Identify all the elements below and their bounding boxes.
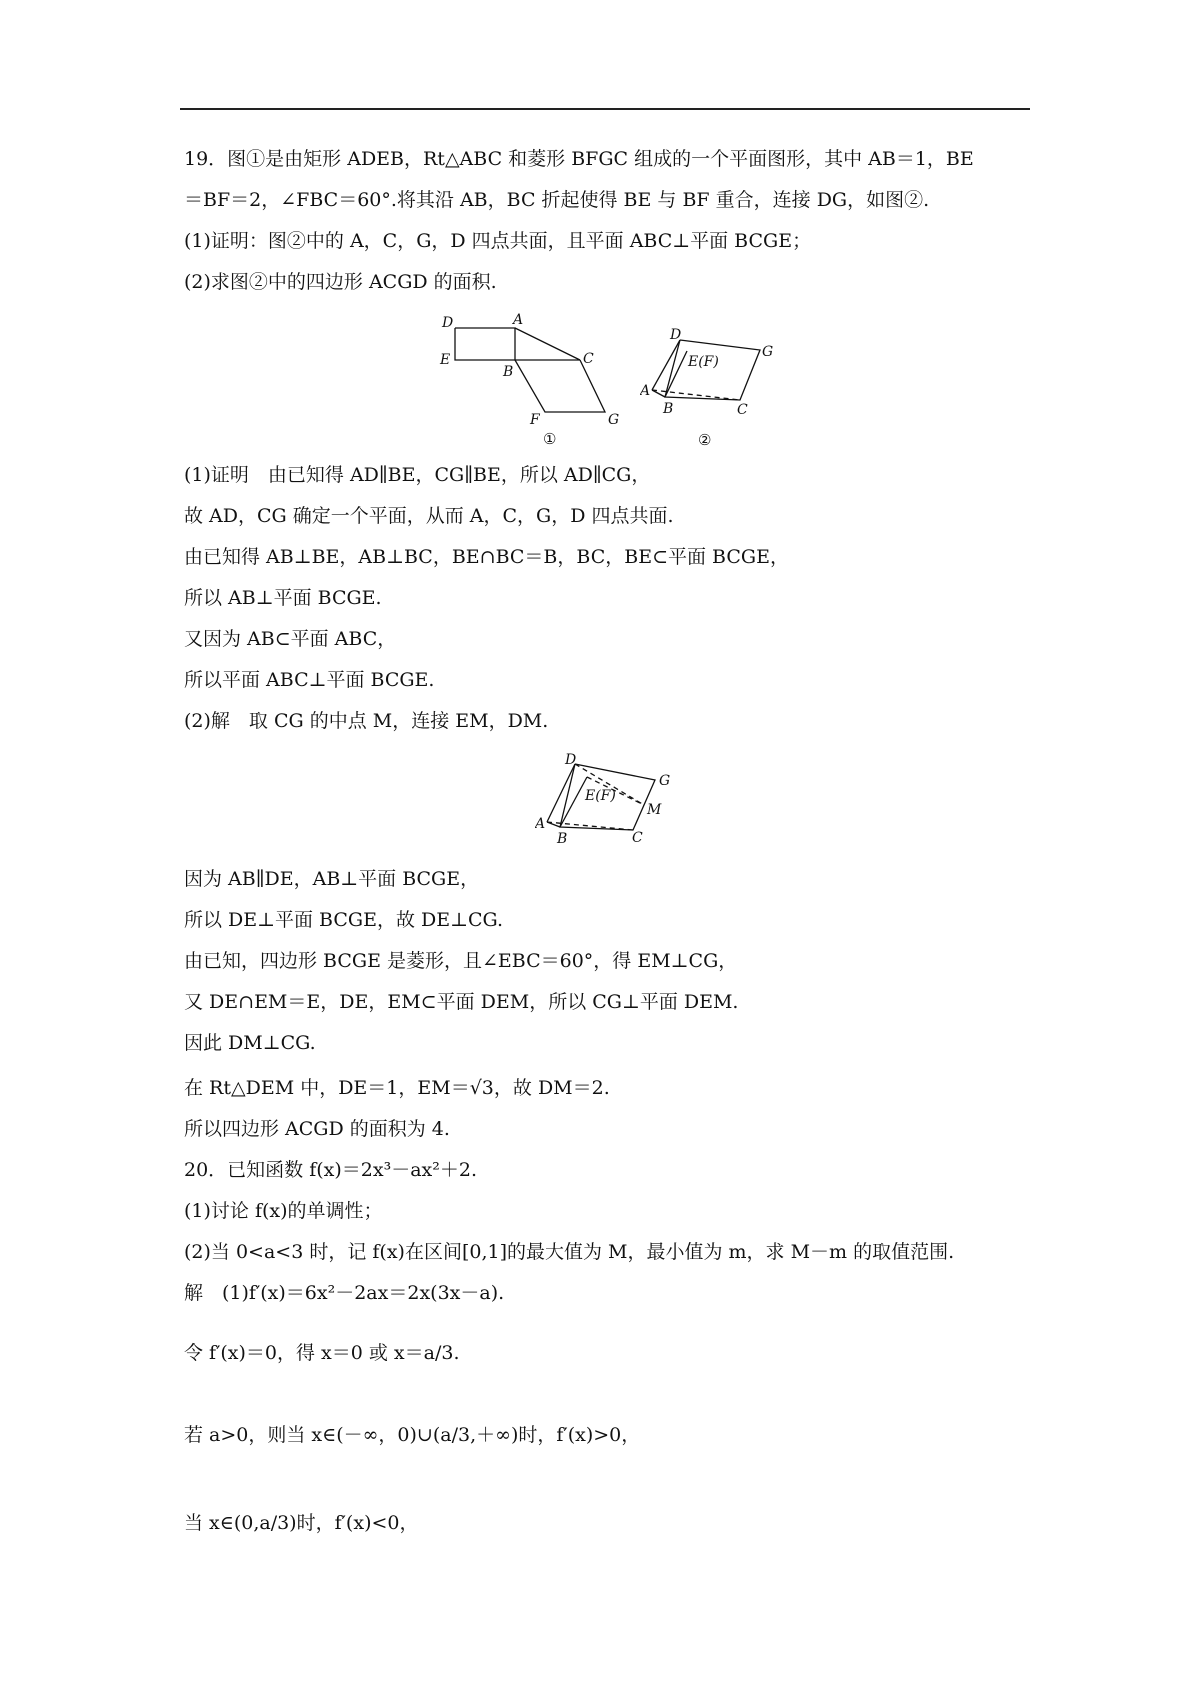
fig3-label-M: M (647, 802, 662, 818)
solution-20-line-1: 解 (1)f′(x)＝6x²－2ax＝2x(3x－a). (184, 1282, 505, 1304)
solution-2-line-5: 又 DE∩EM＝E，DE，EM⊂平面 DEM，所以 CG⊥平面 DEM. (184, 991, 739, 1013)
fig2-label-G: G (762, 344, 774, 360)
solution-20-line-4: 当 x∈(0,a/3)时，f′(x)<0， (184, 1512, 419, 1534)
fig2-label-A: A (640, 383, 651, 399)
solution-20-line-3: 若 a>0，则当 x∈(－∞，0)∪(a/3,＋∞)时，f′(x)>0， (184, 1424, 641, 1446)
fig2-label-C: C (737, 402, 748, 418)
fig1-label-D: D (442, 315, 454, 331)
fig1-label-A: A (513, 312, 524, 328)
fig3-label-EF: E(F) (585, 788, 616, 804)
solution-2-line-8: 所以四边形 ACGD 的面积为 4. (184, 1118, 450, 1140)
solution-20-line-2: 令 f′(x)＝0，得 x＝0 或 x＝a/3. (184, 1342, 460, 1364)
fig1-label-F: F (530, 412, 540, 428)
solution-2-line-2: 因为 AB∥DE，AB⊥平面 BCGE， (184, 868, 480, 890)
figure-1 (430, 310, 630, 450)
figure-3 (535, 752, 685, 852)
fig2-label-EF: E(F) (688, 354, 719, 370)
problem-19-part-2: (2)求图②中的四边形 ACGD 的面积. (184, 271, 497, 293)
fig2-caption: ② (698, 431, 712, 449)
solution-2-line-1: (2)解 取 CG 的中点 M，连接 EM，DM. (184, 710, 549, 732)
solution-1-line-5: 又因为 AB⊂平面 ABC， (184, 628, 397, 650)
fig1-label-C: C (583, 351, 594, 367)
fig3-label-C: C (632, 830, 643, 846)
fig3-label-B: B (557, 831, 568, 847)
solution-2-line-4: 由已知，四边形 BCGE 是菱形，且∠EBC＝60°，得 EM⊥CG， (184, 950, 738, 972)
fig1-caption: ① (543, 430, 557, 448)
solution-1-line-1: (1)证明 由已知得 AD∥BE，CG∥BE，所以 AD∥CG， (184, 464, 651, 486)
solution-2-line-6: 因此 DM⊥CG. (184, 1032, 316, 1054)
problem-19-part-1: (1)证明：图②中的 A，C，G，D 四点共面，且平面 ABC⊥平面 BCGE； (184, 230, 812, 252)
solution-1-line-3: 由已知得 AB⊥BE，AB⊥BC，BE∩BC＝B，BC，BE⊂平面 BCGE， (184, 546, 789, 568)
problem-20-part-1: (1)讨论 f(x)的单调性； (184, 1200, 383, 1222)
fig3-label-G: G (659, 773, 671, 789)
fig1-label-G: G (608, 412, 620, 428)
problem-20-part-2: (2)当 0<a<3 时，记 f(x)在区间[0,1]的最大值为 M，最小值为 m，求 M－m 的取值范围. (184, 1241, 955, 1263)
problem-20-line-1: 20．已知函数 f(x)＝2x³－ax²＋2. (184, 1159, 477, 1181)
problem-19-line-1: 19．图①是由矩形 ADEB，Rt△ABC 和菱形 BFGC 组成的一个平面图形，其中 AB＝1，BE (184, 148, 974, 170)
fig2-label-D: D (670, 327, 682, 343)
fig3-label-A: A (535, 816, 546, 832)
solution-1-line-2: 故 AD，CG 确定一个平面，从而 A，C，G，D 四点共面. (184, 505, 674, 527)
fig1-label-B: B (503, 364, 514, 380)
problem-19-line-2: ＝BF＝2，∠FBC＝60°.将其沿 AB，BC 折起使得 BE 与 BF 重合，连接 DG，如图②. (184, 189, 930, 211)
fig1-label-E: E (440, 352, 451, 368)
fig2-label-B: B (663, 401, 674, 417)
solution-2-line-7: 在 Rt△DEM 中，DE＝1，EM＝√3，故 DM＝2. (184, 1077, 610, 1099)
solution-1-line-6: 所以平面 ABC⊥平面 BCGE. (184, 669, 435, 691)
solution-1-line-4: 所以 AB⊥平面 BCGE. (184, 587, 382, 609)
figure-2 (640, 325, 790, 455)
fig3-label-D: D (565, 752, 577, 768)
solution-2-line-3: 所以 DE⊥平面 BCGE，故 DE⊥CG. (184, 909, 504, 931)
